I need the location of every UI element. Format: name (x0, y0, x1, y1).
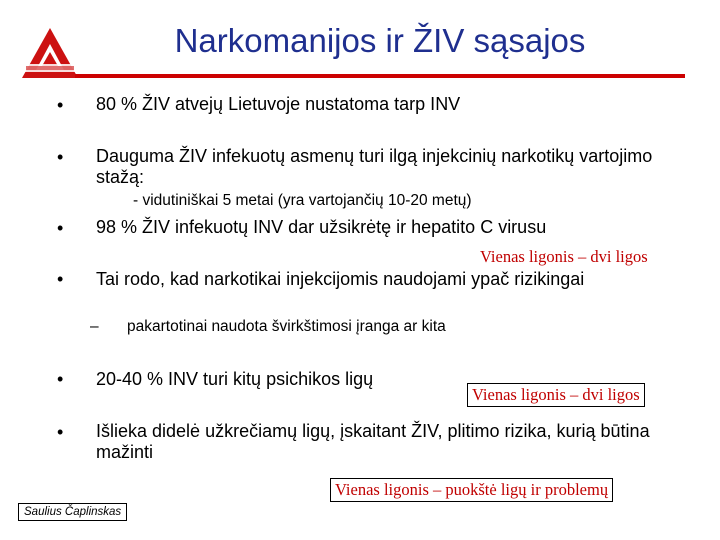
callout-bouquet-of-diseases: Vienas ligonis – puokštė ligų ir problemų (330, 478, 613, 502)
sub-bullet-text: pakartotinai naudota švirkštimosi įranga ar kita (127, 318, 446, 335)
bullet-text-6: Išlieka didelė užkrečiamų ligų, įskaitant ŽIV, plitimo rizika, kurią būtina mažinti (96, 421, 650, 462)
bullet-marker: • (57, 422, 64, 442)
callout-one-patient-two-diseases-boxed: Vienas ligonis – dvi ligos (467, 383, 645, 407)
bullet-marker: • (57, 218, 64, 238)
bullet-marker: • (57, 95, 64, 115)
bullet-text-3: 98 % ŽIV infekuotų INV dar užsikrėtę ir hepatito C virusu (96, 217, 547, 237)
bullet-text-4: Tai rodo, kad narkotikai injekcijomis naudojami ypač rizikingai (96, 269, 585, 289)
bullet-text-5: 20-40 % INV turi kitų psichikos ligų (96, 369, 374, 389)
bullet-text-1: 80 % ŽIV atvejų Lietuvoje nustatoma tarp INV (96, 94, 461, 114)
bullet-marker: • (57, 369, 64, 389)
bullet-subnote: - vidutiniškai 5 metai (yra vartojančių 10-20 metų) (133, 192, 472, 209)
bullet-marker: • (57, 147, 64, 167)
author-label: Saulius Čaplinskas (18, 503, 127, 521)
bullet-marker: • (57, 269, 64, 289)
title-underline (75, 74, 685, 78)
logo-emblem (18, 24, 82, 82)
dash-marker: – (90, 318, 99, 335)
bullet-text-2: Dauguma ŽIV infekuotų asmenų turi ilgą injekcinių narkotikų vartojimo stažą: (96, 146, 653, 187)
callout-one-patient-two-diseases: Vienas ligonis – dvi ligos (480, 247, 648, 266)
page-title: Narkomanijos ir ŽIV sąsajos (174, 22, 586, 59)
